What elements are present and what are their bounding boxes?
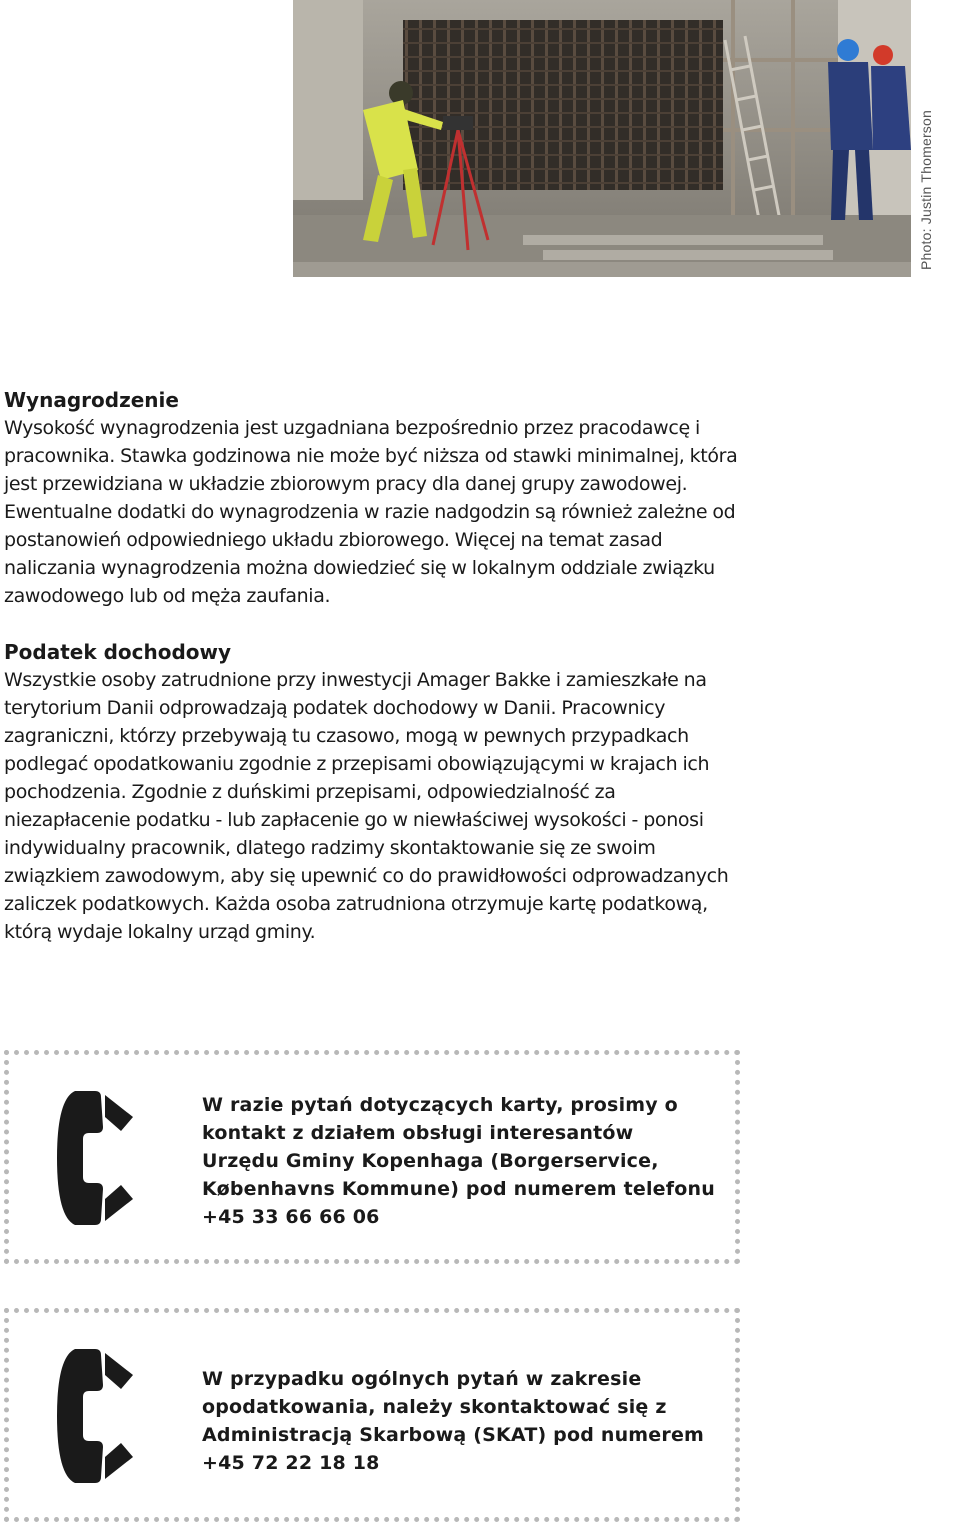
construction-site-photo [293,0,911,277]
phone-icon [53,1345,137,1487]
phone-icon [53,1087,137,1229]
construction-photo-illustration [293,0,911,277]
wages-heading: Wynagrodzenie [4,388,179,412]
photo-credit: Photo: Justin Thomerson [918,110,934,270]
contact-box-skat [4,1308,740,1522]
income-tax-heading: Podatek dochodowy [4,640,232,664]
wages-section [4,386,746,610]
income-tax-section [4,638,746,946]
contact-text-skat: W przypadku ogólnych pytań w zakresie opodatkowania, należy skontaktować się z Administracją Skarbową (SKAT) pod numerem +45 72 22 18 18 [202,1368,705,1474]
wages-body: Wysokość wynagrodzenia jest uzgadniana bezpośrednio przez pracodawcę i pracownika. Stawka godzinowa nie może być niższa od stawki minimalnej, która jest przewidziana w układzie zbiorowym pracy dla danej grupy zawodowej. Ewentualne dodatki do wynagrodzenia w razie nadgodzin są również zależne od postanowień odpowiedniego układu zbiorowego. Więcej na temat zasad naliczania wynagrodzenia można dowiedzieć się w lokalnym oddziale związku zawodowego lub od męża zaufania. [4,417,738,607]
income-tax-body: Wszystkie osoby zatrudnione przy inwestycji Amager Bakke i zamieszkałe na terytorium Danii odprowadzają podatek dochodowy w Danii. Pracownicy zagraniczni, którzy przebywają tu czasowo, mogą w pewnych przypadkach podlegać opodatkowaniu zgodnie z przepisami obowiązującymi w krajach ich pochodzenia. Zgodnie z duńskimi przepisami, odpowiedzialność za niezapłacenie podatku - lub zapłacenie go w niewłaściwej wysokości - ponosi indywidualny pracownik, dlatego radzimy skontaktowanie się ze swoim związkiem zawodowym, aby się upewnić co do prawidłowości odprowadzanych zaliczek podatkowych. Każda osoba zatrudniona otrzymuje kartę podatkową, którą wydaje lokalny urząd gminy. [4,669,729,943]
contact-text-tax-card: W razie pytań dotyczących karty, prosimy o kontakt z działem obsługi interesantów Urzędu Gminy Kopenhaga (Borgerservice, Københavns Kommune) pod numerem telefonu +45 33 66 66 06 [202,1094,715,1228]
contact-box-tax-card [4,1050,740,1264]
